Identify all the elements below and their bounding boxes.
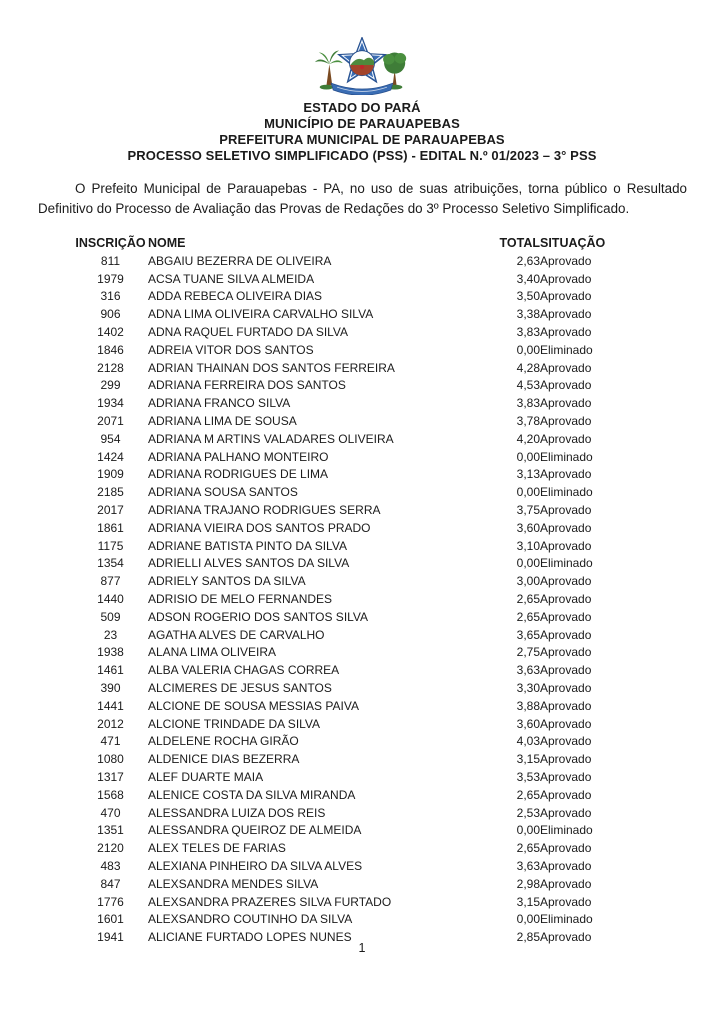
cell-situacao: Aprovado bbox=[540, 467, 592, 482]
cell-inscricao: 1351 bbox=[97, 823, 124, 838]
table-row bbox=[73, 661, 623, 679]
table-row bbox=[73, 555, 623, 573]
cell-situacao: Eliminado bbox=[540, 449, 593, 464]
cell-nome: ADRIAN THAINAN DOS SANTOS FERREIRA bbox=[148, 360, 395, 375]
cell-total: 3,53 bbox=[516, 770, 540, 784]
column-header-situacao: SITUAÇÃO bbox=[540, 236, 606, 250]
cell-situacao: Aprovado bbox=[540, 716, 592, 731]
cell-total: 3,83 bbox=[516, 325, 540, 340]
cell-total: 2,98 bbox=[516, 876, 540, 891]
table-row bbox=[73, 733, 623, 751]
cell-inscricao: 2071 bbox=[97, 414, 124, 429]
table-row bbox=[73, 768, 623, 786]
table-row bbox=[73, 519, 623, 537]
cell-situacao: Aprovado bbox=[540, 592, 592, 607]
cell-nome: ADRIANE BATISTA PINTO DA SILVA bbox=[148, 538, 347, 553]
column-header-nome: NOME bbox=[148, 236, 186, 250]
cell-inscricao: 1601 bbox=[97, 912, 124, 927]
cell-nome: ALEXSANDRA PRAZERES SILVA FURTADO bbox=[148, 894, 392, 909]
table-row bbox=[73, 626, 623, 644]
cell-total: 3,60 bbox=[516, 716, 540, 731]
cell-inscricao: 2128 bbox=[97, 360, 124, 375]
cell-situacao: Aprovado bbox=[540, 431, 592, 446]
table-row bbox=[73, 448, 623, 466]
cell-total: 4,53 bbox=[516, 378, 540, 393]
cell-total: 0,00 bbox=[516, 342, 540, 357]
table-row bbox=[73, 341, 623, 359]
cell-total: 4,28 bbox=[516, 360, 540, 375]
cell-inscricao: 1317 bbox=[97, 770, 124, 784]
cell-inscricao: 1568 bbox=[97, 787, 124, 802]
cell-nome: ALENICE COSTA DA SILVA MIRANDA bbox=[148, 787, 356, 802]
cell-situacao: Aprovado bbox=[540, 253, 592, 268]
cell-situacao: Aprovado bbox=[540, 574, 592, 589]
cell-nome: ADDA REBECA OLIVEIRA DIAS bbox=[148, 289, 323, 304]
cell-inscricao: 1776 bbox=[97, 894, 124, 909]
cell-inscricao: 1846 bbox=[97, 342, 124, 357]
cell-nome: ADRIANA RODRIGUES DE LIMA bbox=[148, 467, 329, 482]
cell-inscricao: 1461 bbox=[97, 663, 124, 678]
cell-inscricao: 1861 bbox=[97, 520, 124, 535]
cell-total: 0,00 bbox=[516, 556, 540, 571]
cell-total: 2,65 bbox=[516, 787, 540, 802]
cell-inscricao: 1424 bbox=[97, 449, 124, 464]
cell-inscricao: 2012 bbox=[97, 716, 124, 731]
column-header-inscricao: INSCRIÇÃO bbox=[75, 236, 146, 250]
cell-inscricao: 1402 bbox=[97, 325, 124, 340]
results-table-body bbox=[73, 252, 623, 946]
cell-inscricao: 2017 bbox=[97, 503, 124, 518]
cell-situacao: Eliminado bbox=[540, 556, 593, 571]
cell-nome: ALCIMERES DE JESUS SANTOS bbox=[148, 681, 332, 696]
table-row bbox=[73, 679, 623, 697]
cell-inscricao: 954 bbox=[100, 431, 121, 446]
table-row bbox=[73, 750, 623, 768]
cell-nome: ADREIA VITOR DOS SANTOS bbox=[148, 342, 314, 357]
cell-nome: ALEXIANA PINHEIRO DA SILVA ALVES bbox=[148, 858, 363, 873]
cell-situacao: Aprovado bbox=[540, 894, 592, 909]
cell-inscricao: 1934 bbox=[97, 396, 124, 411]
cell-situacao: Eliminado bbox=[540, 823, 593, 838]
cell-total: 2,63 bbox=[516, 253, 540, 268]
table-row bbox=[73, 501, 623, 519]
cell-total: 3,15 bbox=[516, 752, 540, 767]
cell-situacao: Aprovado bbox=[540, 681, 592, 696]
cell-inscricao: 1440 bbox=[97, 592, 124, 607]
table-row bbox=[73, 804, 623, 822]
crest-container bbox=[0, 0, 724, 95]
cell-nome: ALICIANE FURTADO LOPES NUNES bbox=[148, 930, 352, 945]
cell-situacao: Aprovado bbox=[540, 360, 592, 375]
cell-inscricao: 877 bbox=[100, 574, 121, 589]
table-row bbox=[73, 910, 623, 928]
cell-total: 3,78 bbox=[516, 414, 540, 429]
cell-situacao: Aprovado bbox=[540, 396, 592, 411]
table-row bbox=[73, 466, 623, 484]
cell-total: 0,00 bbox=[516, 912, 540, 927]
left-palm-tree-icon bbox=[315, 51, 343, 90]
table-row bbox=[73, 590, 623, 608]
cell-situacao: Aprovado bbox=[540, 378, 592, 393]
cell-nome: ALEXSANDRA MENDES SILVA bbox=[148, 876, 319, 891]
cell-situacao: Aprovado bbox=[540, 930, 592, 945]
cell-inscricao: 1175 bbox=[97, 538, 124, 553]
cell-nome: ADRIANA PALHANO MONTEIRO bbox=[148, 449, 329, 464]
cell-situacao: Aprovado bbox=[540, 609, 592, 624]
table-row bbox=[73, 430, 623, 448]
cell-nome: ADNA LIMA OLIVEIRA CARVALHO SILVA bbox=[148, 307, 374, 322]
cell-total: 4,20 bbox=[516, 431, 540, 446]
cell-inscricao: 847 bbox=[100, 876, 121, 891]
cell-total: 0,00 bbox=[516, 449, 540, 464]
cell-total: 3,13 bbox=[516, 467, 540, 482]
cell-total: 3,30 bbox=[516, 681, 540, 696]
cell-total: 2,85 bbox=[516, 930, 540, 945]
right-tree-icon bbox=[383, 53, 406, 90]
cell-inscricao: 299 bbox=[100, 378, 121, 393]
header-line-municipio: MUNICÍPIO DE PARAUAPEBAS bbox=[264, 116, 460, 131]
table-row bbox=[73, 857, 623, 875]
cell-situacao: Eliminado bbox=[540, 912, 593, 927]
cell-nome: ALCIONE TRINDADE DA SILVA bbox=[148, 716, 321, 731]
cell-total: 0,00 bbox=[516, 485, 540, 500]
cell-inscricao: 390 bbox=[100, 681, 121, 696]
cell-total: 3,38 bbox=[516, 307, 540, 322]
cell-nome: ACSA TUANE SILVA ALMEIDA bbox=[148, 271, 315, 286]
table-row bbox=[73, 394, 623, 412]
cell-nome: ALESSANDRA QUEIROZ DE ALMEIDA bbox=[148, 823, 362, 838]
cell-nome: ADRIANA FERREIRA DOS SANTOS bbox=[148, 378, 346, 393]
cell-situacao: Aprovado bbox=[540, 787, 592, 802]
cell-nome: ALCIONE DE SOUSA MESSIAS PAIVA bbox=[148, 698, 359, 713]
cell-nome: ADRIANA M ARTINS VALADARES OLIVEIRA bbox=[148, 431, 394, 446]
cell-inscricao: 2120 bbox=[97, 841, 124, 856]
banner-ribbon-icon bbox=[331, 83, 392, 95]
cell-inscricao: 1979 bbox=[97, 271, 124, 286]
cell-situacao: Aprovado bbox=[540, 627, 592, 642]
document-header bbox=[0, 100, 724, 164]
cell-nome: ADRISIO DE MELO FERNANDES bbox=[148, 592, 333, 607]
cell-nome: ALDELENE ROCHA GIRÃO bbox=[148, 734, 299, 749]
table-row bbox=[73, 715, 623, 733]
header-line-estado: ESTADO DO PARÁ bbox=[303, 100, 421, 115]
cell-nome: ALDENICE DIAS BEZERRA bbox=[148, 752, 300, 767]
cell-situacao: Aprovado bbox=[540, 876, 592, 891]
table-row bbox=[73, 875, 623, 893]
cell-situacao: Aprovado bbox=[540, 325, 592, 340]
cell-situacao: Aprovado bbox=[540, 663, 592, 678]
cell-situacao: Aprovado bbox=[540, 271, 592, 286]
cell-inscricao: 470 bbox=[100, 805, 121, 820]
cell-nome: ADRIANA SOUSA SANTOS bbox=[148, 485, 298, 500]
table-row bbox=[73, 572, 623, 590]
cell-situacao: Aprovado bbox=[540, 858, 592, 873]
table-row bbox=[73, 697, 623, 715]
cell-situacao: Eliminado bbox=[540, 485, 593, 500]
cell-situacao: Aprovado bbox=[540, 770, 592, 784]
table-row bbox=[73, 252, 623, 270]
cell-nome: ABGAIU BEZERRA DE OLIVEIRA bbox=[148, 253, 332, 268]
table-row bbox=[73, 822, 623, 840]
cell-nome: ADSON ROGERIO DOS SANTOS SILVA bbox=[148, 609, 369, 624]
cell-inscricao: 811 bbox=[100, 253, 121, 268]
table-row bbox=[73, 608, 623, 626]
cell-inscricao: 1909 bbox=[97, 467, 124, 482]
results-table bbox=[73, 234, 623, 946]
cell-situacao: Aprovado bbox=[540, 752, 592, 767]
cell-nome: AGATHA ALVES DE CARVALHO bbox=[148, 627, 325, 642]
table-header-row bbox=[73, 234, 623, 252]
parauapebas-coat-of-arms-icon bbox=[314, 37, 410, 95]
cell-situacao: Aprovado bbox=[540, 841, 592, 856]
cell-nome: ALANA LIMA OLIVEIRA bbox=[148, 645, 277, 660]
cell-situacao: Aprovado bbox=[540, 289, 592, 304]
cell-total: 3,88 bbox=[516, 698, 540, 713]
cell-nome: ADRIANA FRANCO SILVA bbox=[148, 396, 291, 411]
header-line-prefeitura: PREFEITURA MUNICIPAL DE PARAUAPEBAS bbox=[219, 132, 505, 147]
cell-nome: ALESSANDRA LUIZA DOS REIS bbox=[148, 805, 326, 820]
cell-inscricao: 483 bbox=[100, 858, 121, 873]
cell-total: 2,75 bbox=[516, 645, 540, 660]
cell-nome: ADRIELLI ALVES SANTOS DA SILVA bbox=[148, 556, 350, 571]
emblem-circle-icon bbox=[350, 51, 375, 76]
cell-total: 3,40 bbox=[516, 271, 540, 286]
cell-total: 3,10 bbox=[516, 538, 540, 553]
cell-total: 2,53 bbox=[516, 805, 540, 820]
table-row bbox=[73, 537, 623, 555]
cell-nome: ALBA VALERIA CHAGAS CORREA bbox=[148, 663, 340, 678]
cell-situacao: Aprovado bbox=[540, 645, 592, 660]
table-row bbox=[73, 305, 623, 323]
cell-inscricao: 23 bbox=[103, 627, 118, 642]
cell-situacao: Aprovado bbox=[540, 538, 592, 553]
cell-total: 2,65 bbox=[516, 592, 540, 607]
cell-total: 3,75 bbox=[516, 503, 540, 518]
cell-total: 2,65 bbox=[516, 841, 540, 856]
table-row bbox=[73, 839, 623, 857]
cell-inscricao: 471 bbox=[100, 734, 121, 749]
table-row bbox=[73, 288, 623, 306]
table-row bbox=[73, 644, 623, 662]
table-row bbox=[73, 483, 623, 501]
cell-nome: ALEF DUARTE MAIA bbox=[148, 770, 264, 784]
cell-nome: ADNA RAQUEL FURTADO DA SILVA bbox=[148, 325, 349, 340]
cell-inscricao: 1938 bbox=[97, 645, 124, 660]
cell-total: 3,00 bbox=[516, 574, 540, 589]
cell-total: 3,83 bbox=[516, 396, 540, 411]
cell-situacao: Aprovado bbox=[540, 503, 592, 518]
table-row bbox=[73, 270, 623, 288]
cell-total: 3,60 bbox=[516, 520, 540, 535]
cell-situacao: Aprovado bbox=[540, 698, 592, 713]
table-row bbox=[73, 323, 623, 341]
cell-total: 3,50 bbox=[516, 289, 540, 304]
cell-total: 4,03 bbox=[516, 734, 540, 749]
table-row bbox=[73, 786, 623, 804]
header-line-edital: PROCESSO SELETIVO SIMPLIFICADO (PSS) - EDITAL N.º 01/2023 – 3° PSS bbox=[127, 148, 597, 163]
cell-inscricao: 1354 bbox=[97, 556, 124, 571]
intro-paragraph: O Prefeito Municipal de Parauapebas - PA, no uso de suas atribuições, torna público o Resultado Definitivo do Processo de Avaliação das Provas de Redações do 3º Processo Seletivo Simplificado. bbox=[38, 181, 687, 216]
cell-total: 3,15 bbox=[516, 894, 540, 909]
cell-nome: ALEX TELES DE FARIAS bbox=[148, 841, 286, 856]
table-row bbox=[73, 377, 623, 395]
page-number: 1 bbox=[358, 941, 366, 955]
cell-total: 0,00 bbox=[516, 823, 540, 838]
cell-inscricao: 316 bbox=[100, 289, 121, 304]
cell-situacao: Aprovado bbox=[540, 520, 592, 535]
cell-nome: ADRIELY SANTOS DA SILVA bbox=[148, 574, 306, 589]
cell-situacao: Eliminado bbox=[540, 342, 593, 357]
cell-situacao: Aprovado bbox=[540, 307, 592, 322]
cell-situacao: Aprovado bbox=[540, 805, 592, 820]
cell-nome: ADRIANA LIMA DE SOUSA bbox=[148, 414, 297, 429]
cell-inscricao: 906 bbox=[100, 307, 121, 322]
cell-total: 3,65 bbox=[516, 627, 540, 642]
cell-inscricao: 2185 bbox=[97, 485, 124, 500]
cell-inscricao: 509 bbox=[100, 609, 121, 624]
cell-situacao: Aprovado bbox=[540, 414, 592, 429]
cell-situacao: Aprovado bbox=[540, 734, 592, 749]
column-header-total: TOTAL bbox=[499, 236, 540, 250]
table-row bbox=[73, 412, 623, 430]
cell-nome: ADRIANA TRAJANO RODRIGUES SERRA bbox=[148, 503, 381, 518]
cell-total: 3,63 bbox=[516, 663, 540, 678]
cell-inscricao: 1080 bbox=[97, 752, 124, 767]
cell-nome: ADRIANA VIEIRA DOS SANTOS PRADO bbox=[148, 520, 371, 535]
table-row bbox=[73, 359, 623, 377]
cell-total: 2,65 bbox=[516, 609, 540, 624]
cell-nome: ALEXSANDRO COUTINHO DA SILVA bbox=[148, 912, 353, 927]
cell-inscricao: 1941 bbox=[97, 930, 124, 945]
cell-inscricao: 1441 bbox=[97, 698, 124, 713]
cell-total: 3,63 bbox=[516, 858, 540, 873]
table-row bbox=[73, 893, 623, 911]
